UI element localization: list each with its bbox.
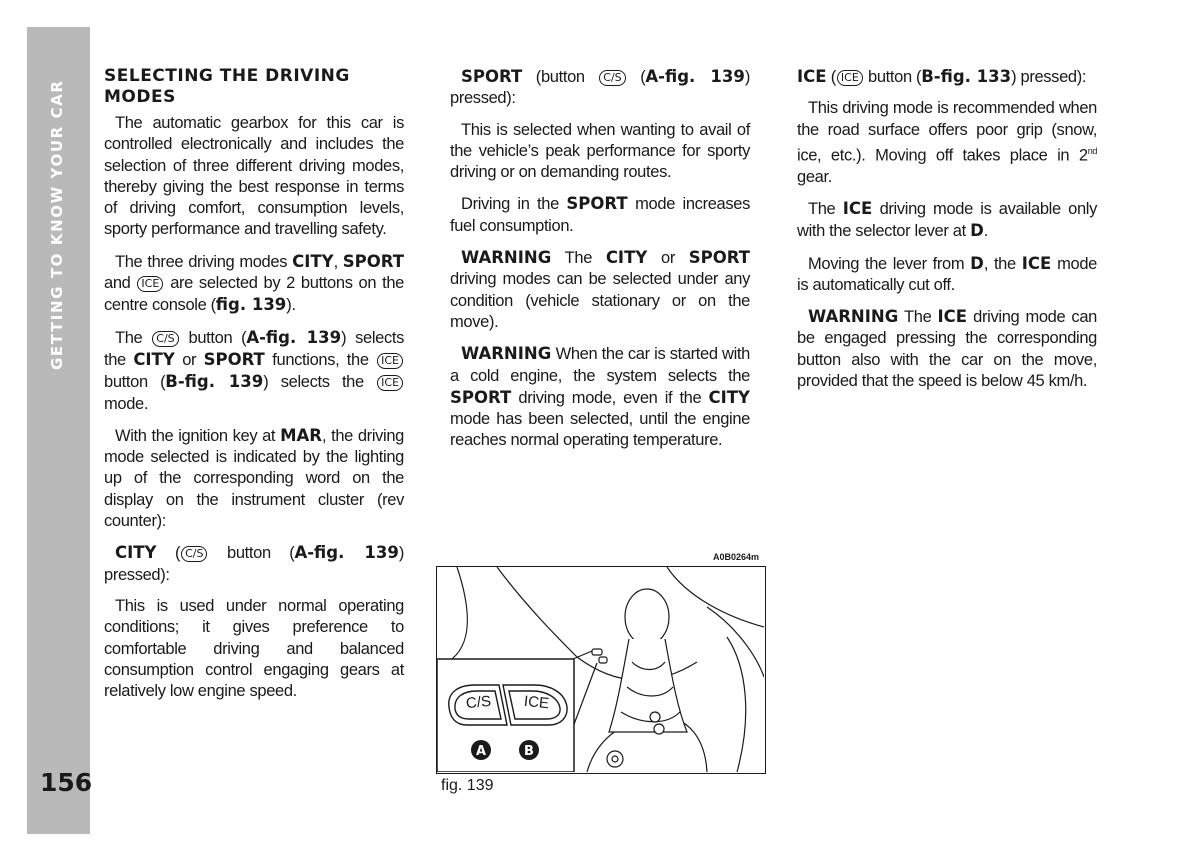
warning-any-condition: WARNING The CITY or SPORT driving modes can be selected under any condition (vehicle stationary or on the move). (450, 248, 750, 331)
figure-caption: fig. 139 (441, 777, 494, 794)
gear-selector-illustration (437, 567, 764, 772)
inset-cs-label: C/S (465, 692, 492, 713)
sport-description: This is selected when wanting to avail of the vehicle’s peak performance for sporty driving or on demanding routes. (450, 120, 750, 182)
sport-fuel-paragraph: Driving in the SPORT mode increases fuel consumption. (450, 194, 750, 235)
column-1 (104, 66, 404, 712)
label-a: A (475, 744, 487, 759)
column-2 (450, 66, 750, 462)
page-number: 156 (40, 768, 93, 797)
ignition-paragraph: With the ignition key at MAR, the driving mode selected is indicated by the lighting up of the corresponding word on the display on the instrument cluster (rev counter): (104, 425, 405, 531)
city-heading: CITY ( C/S button (A-fig. 139) pressed): (104, 543, 404, 584)
cs-button-icon: C/S (181, 546, 207, 562)
warning-ice-moving: WARNING The ICE driving mode can be engaged pressing the corresponding button also with the car on the move, provided that the speed is below 45 km/h. (797, 307, 1097, 391)
intro-paragraph: The automatic gearbox for this car is controlled electronically and includes the selection of three different driving modes, thereby giving the best response in terms of driving comfort, consumption levels, sporty performance and travelling safety. (104, 114, 404, 239)
ice-button-icon: ICE (137, 276, 163, 292)
column-3 (797, 66, 1097, 402)
ice-heading: ICE ( ICE button (B-fig. 133) pressed): (797, 67, 1087, 86)
ice-cutoff: Moving the lever from D, the ICE mode is automatically cut off. (797, 253, 1098, 294)
cs-button-icon: C/S (152, 331, 178, 347)
ice-button-icon: ICE (377, 353, 403, 369)
section-title: SELECTING THE DRIVING MODES (104, 66, 350, 107)
ice-button-icon: ICE (377, 375, 403, 391)
ice-button-icon: ICE (837, 70, 863, 86)
warning-cold-engine: WARNING When the car is started with a cold engine, the system selects the SPORT driving mode, even if the CITY mode has been selected, until the engine reaches normal operating temperature. (450, 344, 750, 450)
ice-availability: The ICE driving mode is available only with the selector lever at D. (797, 198, 1097, 241)
city-description: This is used under normal operating conditions; it gives preference to comfortable driving and balanced consumption control engaging gears at relatively low engine speed. (104, 596, 404, 701)
ice-description: This driving mode is recommended when the road surface offers poor grip (snow, ice, etc.). Moving off takes place in 2nd gear. (797, 99, 1097, 186)
driving-modes-paragraph: The three driving modes CITY, SPORT and ICE are selected by 2 buttons on the centre console (fig. 139). (104, 251, 405, 315)
cs-button-icon: C/S (599, 70, 625, 86)
figure-code: A0B0264m (713, 552, 760, 562)
buttons-paragraph: The C/S button (A-fig. 139) selects the CITY or SPORT functions, the ICE button (B-fig. 139) selects the ICE mode. (104, 327, 404, 413)
sport-heading: SPORT (button C/S (A-fig. 139) pressed): (450, 67, 750, 108)
figure-139 (436, 566, 766, 774)
sidebar-label: GETTING TO KNOW YOUR CAR (48, 79, 66, 370)
label-b: B (524, 744, 534, 759)
inset-ice-label: ICE (523, 692, 550, 713)
